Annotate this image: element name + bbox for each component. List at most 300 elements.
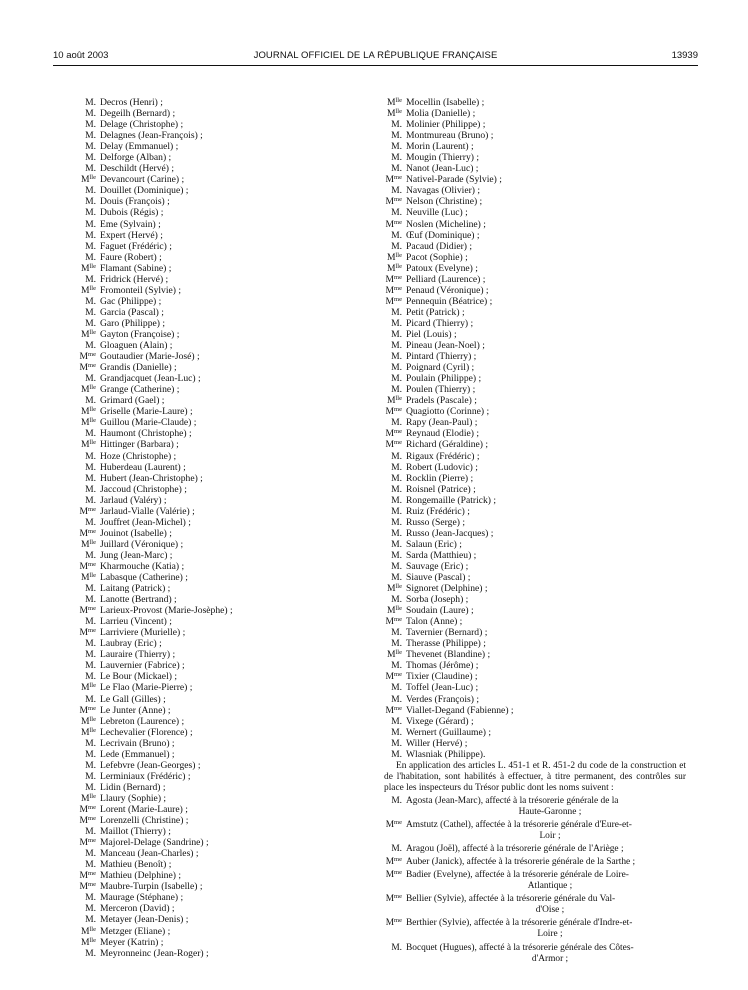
civility-title: M. [85, 273, 96, 285]
civility-title: M. [391, 417, 402, 429]
list-item [384, 417, 704, 428]
list-item [384, 362, 704, 373]
civility-title: M. [85, 759, 96, 771]
list-item [384, 705, 704, 716]
list-item [384, 296, 704, 307]
person-name: Le Bour (Mickael) ; [100, 671, 177, 683]
civility-title: $M^{me}$ [385, 819, 402, 831]
person-name: Kharmouche (Katia) ; [100, 560, 185, 572]
person-name: Goutaudier (Marie-José) ; [100, 351, 200, 363]
person-name: Poignard (Cyril) ; [406, 362, 475, 374]
list-item [384, 196, 704, 207]
civility-title: M. [85, 914, 96, 926]
person-name: Decros (Henri) ; [100, 97, 163, 108]
list-item [78, 395, 374, 406]
civility-title: $M^{lle}$ [386, 583, 402, 595]
person-name: Penaud (Véronique) ; [406, 284, 489, 296]
person-name: Eme (Sylvain) ; [100, 218, 161, 230]
civility-title: $M^{lle}$ [80, 726, 96, 738]
civility-title: M. [391, 527, 402, 539]
civility-title: M. [85, 594, 96, 606]
civility-title: M. [85, 516, 96, 528]
person-name: Meyronneinc (Jean-Roger) ; [100, 947, 209, 959]
person-name: Soudain (Laure) ; [406, 605, 474, 617]
list-item [384, 462, 704, 473]
person-name: Sauvage (Eric) ; [406, 560, 469, 572]
list-item [384, 605, 704, 616]
person-name: Rapy (Jean-Paul) ; [406, 417, 478, 429]
civility-title: M. [391, 328, 402, 340]
list-item [384, 517, 704, 528]
civility-title: M. [391, 461, 402, 473]
person-name: Morin (Laurent) ; [406, 141, 474, 153]
person-name: Metzger (Eliane) ; [100, 925, 171, 937]
person-name: Siauve (Pascal) ; [406, 572, 471, 584]
person-name: Œuf (Dominique) ; [406, 229, 480, 241]
civility-title: M. [391, 229, 402, 241]
list-item [384, 108, 704, 119]
list-item [78, 804, 374, 815]
civility-title: M. [391, 119, 402, 131]
list-item [78, 108, 374, 119]
civility-title: $M^{me}$ [79, 837, 96, 849]
person-name: Thevenet (Blandine) ; [406, 649, 491, 661]
list-item [78, 738, 374, 749]
person-name: Huberdeau (Laurent) ; [100, 461, 186, 473]
left-column [78, 97, 374, 959]
person-name: Maubre-Turpin (Isabelle) ; [100, 881, 203, 893]
civility-title: M. [391, 726, 402, 738]
list-item [384, 307, 704, 318]
person-name: Labasque (Catherine) ; [100, 572, 188, 584]
list-item [384, 439, 704, 450]
list-item [78, 517, 374, 528]
person-name: Poulain (Philippe) ; [406, 373, 482, 385]
civility-title: M. [85, 494, 96, 506]
civility-title: $M^{me}$ [385, 893, 402, 905]
civility-title: $M^{lle}$ [80, 406, 96, 418]
civility-title: M. [85, 163, 96, 175]
person-name: Vixege (Gérard) ; [406, 715, 474, 727]
affectation-item [384, 844, 704, 855]
person-name: Robert (Ludovic) ; [406, 461, 478, 473]
list-item [384, 727, 704, 738]
person-name: Lerminiaux (Frédéric) ; [100, 770, 191, 782]
civility-title: M. [391, 693, 402, 705]
person-name: Navagas (Olivier) ; [406, 185, 481, 197]
civility-title: M. [85, 748, 96, 760]
person-name: Lede (Emmanuel) ; [100, 748, 175, 760]
person-name: Hoze (Christophe) ; [100, 450, 177, 462]
list-item [78, 892, 374, 903]
affectation-item [384, 820, 704, 842]
civility-title: M. [85, 97, 96, 108]
list-item [78, 539, 374, 550]
list-item [384, 539, 704, 550]
civility-title: $M^{me}$ [79, 362, 96, 374]
list-item [78, 439, 374, 450]
civility-title: M. [85, 616, 96, 628]
person-name: Degeilh (Bernard) ; [100, 108, 176, 120]
person-name: Meyer (Katrin) ; [100, 936, 164, 948]
list-item [78, 694, 374, 705]
list-item [384, 329, 704, 340]
list-item [384, 506, 704, 517]
list-item [78, 605, 374, 616]
list-item [384, 384, 704, 395]
list-item [384, 340, 704, 351]
person-name: Merceron (David) ; [100, 903, 175, 915]
person-name: Maurage (Stéphane) ; [100, 892, 184, 904]
list-item [78, 506, 374, 517]
person-name: Petit (Patrick) ; [406, 306, 465, 318]
civility-title: M. [85, 781, 96, 793]
civility-title: $M^{me}$ [79, 505, 96, 517]
list-item [384, 495, 704, 506]
civility-title: $M^{me}$ [385, 218, 402, 230]
civility-title: M. [391, 516, 402, 528]
list-item [78, 859, 374, 870]
list-item [384, 671, 704, 682]
list-item [384, 263, 704, 274]
civility-title: M. [391, 638, 402, 650]
list-item [78, 307, 374, 318]
list-item [78, 318, 374, 329]
list-item [78, 340, 374, 351]
person-name: Faure (Robert) ; [100, 251, 162, 263]
person-name: Hittinger (Barbara) ; [100, 439, 179, 451]
list-item [384, 219, 704, 230]
list-item [78, 185, 374, 196]
civility-title: M. [85, 196, 96, 208]
list-item [78, 848, 374, 859]
civility-title: M. [391, 627, 402, 639]
person-name: Le Gall (Gilles) ; [100, 693, 166, 705]
person-name: Guillou (Marie-Claude) ; [100, 417, 197, 429]
person-name: Russo (Jean-Jacques) ; [406, 527, 494, 539]
person-name: Toffel (Jean-Luc) ; [406, 682, 479, 694]
list-item [78, 782, 374, 793]
person-name: Dubois (Régis) ; [100, 207, 164, 219]
civility-title: M. [85, 649, 96, 661]
affectation-text: Agosta (Jean-Marc), affecté à la trésorerie générale de la [406, 795, 619, 806]
person-name: Poulen (Thierry) ; [406, 384, 476, 396]
person-name: Delforge (Alban) ; [100, 152, 172, 164]
person-name: Metayer (Jean-Denis) ; [100, 914, 189, 926]
person-name: Jaccoud (Christophe) ; [100, 483, 187, 495]
person-name: Larieux-Provost (Marie-Josèphe) ; [100, 605, 233, 617]
list-item [384, 638, 704, 649]
person-name: Pradels (Pascale) ; [406, 395, 477, 407]
person-name: Maillot (Thierry) ; [100, 826, 171, 838]
list-item [384, 716, 704, 727]
person-name: Thomas (Jérôme) ; [406, 660, 479, 672]
list-item [384, 561, 704, 572]
civility-title: $M^{lle}$ [80, 936, 96, 948]
list-item [384, 351, 704, 362]
affectation-text: Bellier (Sylvie), affectée à la trésorerie générale du Val- [406, 894, 616, 905]
person-name: Lechevalier (Florence) ; [100, 726, 193, 738]
person-name: Douillet (Dominique) ; [100, 185, 189, 197]
civility-title: $M^{lle}$ [80, 384, 96, 396]
affectation-item [384, 857, 704, 868]
civility-title: M. [391, 494, 402, 506]
civility-title: M. [85, 770, 96, 782]
civility-title: $M^{me}$ [79, 870, 96, 882]
civility-title: M. [85, 306, 96, 318]
civility-title: M. [391, 450, 402, 462]
civility-title: $M^{me}$ [385, 671, 402, 683]
civility-title: $M^{me}$ [385, 917, 402, 929]
person-name: Gac (Philippe) ; [100, 295, 162, 307]
list-item [78, 705, 374, 716]
list-item [384, 660, 704, 671]
civility-title: $M^{me}$ [385, 616, 402, 628]
person-name: Fromonteil (Sylvie) ; [100, 284, 182, 296]
person-name: Lebreton (Laurence) ; [100, 715, 185, 727]
list-item [384, 163, 704, 174]
person-name: Pacaud (Didier) ; [406, 240, 473, 252]
person-name: Molia (Danielle) ; [406, 108, 476, 120]
list-item [78, 241, 374, 252]
header-date: 10 août 2003 [53, 50, 109, 61]
list-item [78, 152, 374, 163]
list-item [78, 351, 374, 362]
list-item [384, 528, 704, 539]
person-name: Piel (Louis) ; [406, 328, 457, 340]
civility-title: $M^{me}$ [385, 273, 402, 285]
person-name: Signoret (Delphine) ; [406, 583, 488, 595]
person-name: Rocklin (Pierre) ; [406, 472, 474, 484]
civility-title: M. [85, 218, 96, 230]
affectation-text: Berthier (Sylvie), affectée à la trésorerie générale d'Indre-et- [406, 918, 633, 929]
list-item [78, 561, 374, 572]
list-item [78, 462, 374, 473]
person-name: Laubray (Eric) ; [100, 638, 162, 650]
list-item [384, 285, 704, 296]
civility-title: M. [85, 693, 96, 705]
person-name: Neuville (Luc) ; [406, 207, 468, 219]
civility-title: $M^{me}$ [385, 174, 402, 186]
person-name: Garcia (Pascal) ; [100, 306, 164, 318]
civility-title: $M^{lle}$ [386, 108, 402, 120]
person-name: Molinier (Philippe) ; [406, 119, 486, 131]
list-item [78, 285, 374, 296]
civility-title: $M^{lle}$ [386, 262, 402, 274]
person-name: Jouffret (Jean-Michel) ; [100, 516, 191, 528]
list-item [384, 749, 704, 760]
civility-title: M. [391, 373, 402, 385]
header-rule [53, 65, 698, 66]
list-item [78, 671, 374, 682]
person-name: Jarlaud-Vialle (Valérie) ; [100, 505, 195, 517]
list-item [384, 484, 704, 495]
list-item [384, 230, 704, 241]
list-item [78, 870, 374, 881]
civility-title: $M^{lle}$ [80, 715, 96, 727]
list-item [78, 406, 374, 417]
civility-title: M. [85, 737, 96, 749]
list-item [78, 473, 374, 484]
person-name: Viallet-Degand (Fabienne) ; [406, 704, 514, 716]
list-item [78, 384, 374, 395]
list-item [78, 638, 374, 649]
header-journal-title: JOURNAL OFFICIEL DE LA RÉPUBLIQUE FRANÇAISE [253, 50, 498, 61]
list-item [78, 826, 374, 837]
list-item [384, 174, 704, 185]
list-item [78, 749, 374, 760]
person-name: Flamant (Sabine) ; [100, 262, 172, 274]
civility-title: M. [85, 660, 96, 672]
civility-title: $M^{me}$ [79, 704, 96, 716]
person-name: Garo (Philippe) ; [100, 317, 166, 329]
list-item [78, 362, 374, 373]
person-name: Devancourt (Carine) ; [100, 174, 185, 186]
civility-title: $M^{lle}$ [80, 925, 96, 937]
list-item [78, 451, 374, 462]
civility-title: $M^{me}$ [79, 351, 96, 363]
person-name: Roisnel (Patrice) ; [406, 483, 476, 495]
civility-title: $M^{me}$ [79, 627, 96, 639]
civility-title: M. [85, 141, 96, 153]
civility-title: M. [85, 130, 96, 142]
list-item [384, 130, 704, 141]
civility-title: M. [391, 185, 402, 197]
civility-title: $M^{lle}$ [80, 572, 96, 584]
civility-title: $M^{lle}$ [80, 284, 96, 296]
person-name: Picard (Thierry) ; [406, 317, 474, 329]
person-name: Laitang (Patrick) ; [100, 583, 171, 595]
civility-title: M. [391, 549, 402, 561]
person-name: Rigaux (Frédéric) ; [406, 450, 480, 462]
civility-title: M. [391, 340, 402, 352]
person-name: Lauraire (Thierry) ; [100, 649, 176, 661]
civility-title: M. [391, 472, 402, 484]
civility-title: $M^{lle}$ [386, 251, 402, 263]
civility-title: $M^{lle}$ [80, 538, 96, 550]
civility-title: M. [85, 373, 96, 385]
list-item [384, 738, 704, 749]
list-item [78, 528, 374, 539]
civility-title: M. [391, 682, 402, 694]
list-item [78, 926, 374, 937]
civility-title: M. [85, 317, 96, 329]
person-name: Pelliard (Laurence) ; [406, 273, 486, 285]
civility-title: M. [391, 207, 402, 219]
affectation-text-continued: Loir ; [539, 831, 561, 842]
civility-title: M. [85, 229, 96, 241]
civility-title: $M^{me}$ [385, 869, 402, 881]
person-name: Majorel-Delage (Sandrine) ; [100, 837, 209, 849]
person-name: Mougin (Thierry) ; [406, 152, 480, 164]
list-item [78, 937, 374, 948]
right-name-list [384, 97, 704, 760]
list-item [384, 616, 704, 627]
civility-title: M. [391, 594, 402, 606]
person-name: Mocellin (Isabelle) ; [406, 97, 485, 108]
person-name: Le Flao (Marie-Pierre) ; [100, 682, 193, 694]
list-item [384, 119, 704, 130]
person-name: Nanot (Jean-Luc) ; [406, 163, 479, 175]
list-item [78, 274, 374, 285]
affectation-text-continued: Loire ; [537, 929, 563, 940]
civility-title: $M^{me}$ [385, 284, 402, 296]
list-item [78, 141, 374, 152]
civility-title: M. [391, 715, 402, 727]
person-name: Haumont (Christophe) ; [100, 428, 192, 440]
civility-title: M. [391, 538, 402, 550]
civility-title: M. [85, 108, 96, 120]
civility-title: M. [391, 560, 402, 572]
person-name: Salaun (Eric) ; [406, 538, 462, 550]
civility-title: M. [391, 306, 402, 318]
list-item [384, 451, 704, 462]
list-item [384, 141, 704, 152]
person-name: Pintard (Thierry) ; [406, 351, 477, 363]
affectation-item [384, 870, 704, 892]
list-item [384, 649, 704, 660]
person-name: Hubert (Jean-Christophe) ; [100, 472, 203, 484]
list-item [78, 207, 374, 218]
person-name: Willer (Hervé) ; [406, 737, 468, 749]
list-item [78, 417, 374, 428]
civility-title: $M^{me}$ [385, 295, 402, 307]
list-item [384, 406, 704, 417]
list-item [78, 495, 374, 506]
list-item [384, 318, 704, 329]
affectation-text: Aragou (Joël), affecté à la trésorerie générale de l'Ariège ; [406, 844, 624, 855]
person-name: Talon (Anne) ; [406, 616, 463, 628]
list-item [384, 550, 704, 561]
civility-title: $M^{me}$ [385, 406, 402, 418]
list-item [78, 174, 374, 185]
list-item [78, 914, 374, 925]
civility-title: $M^{me}$ [79, 527, 96, 539]
civility-title: M. [85, 638, 96, 650]
affectation-text-continued: d'Oise ; [535, 905, 565, 916]
list-item [384, 682, 704, 693]
civility-title: $M^{lle}$ [386, 605, 402, 617]
civility-title: M. [85, 583, 96, 595]
list-item [384, 152, 704, 163]
person-name: Lorenzelli (Christine) ; [100, 815, 189, 827]
person-name: Tavernier (Bernard) ; [406, 627, 488, 639]
civility-title: $M^{me}$ [385, 704, 402, 716]
list-item [78, 263, 374, 274]
list-item [78, 550, 374, 561]
civility-title: M. [391, 844, 402, 855]
list-item [78, 329, 374, 340]
list-item [384, 373, 704, 384]
right-column [384, 97, 704, 965]
civility-title: $M^{me}$ [79, 560, 96, 572]
person-name: Manceau (Jean-Charles) ; [100, 848, 199, 860]
civility-title: M. [85, 892, 96, 904]
person-name: Therasse (Philippe) ; [406, 638, 486, 650]
list-item [78, 727, 374, 738]
civility-title: $M^{me}$ [79, 815, 96, 827]
affectation-text: Badier (Evelyne), affectée à la trésorerie générale de Loire- [406, 870, 629, 881]
civility-title: M. [85, 207, 96, 219]
civility-title: M. [85, 295, 96, 307]
person-name: Deschildt (Hervé) ; [100, 163, 175, 175]
civility-title: M. [85, 826, 96, 838]
affectation-text-continued: Atlantique ; [527, 881, 573, 892]
civility-title: M. [85, 240, 96, 252]
person-name: Pineau (Jean-Noel) ; [406, 340, 485, 352]
civility-title: $M^{me}$ [385, 439, 402, 451]
civility-title: M. [85, 251, 96, 263]
